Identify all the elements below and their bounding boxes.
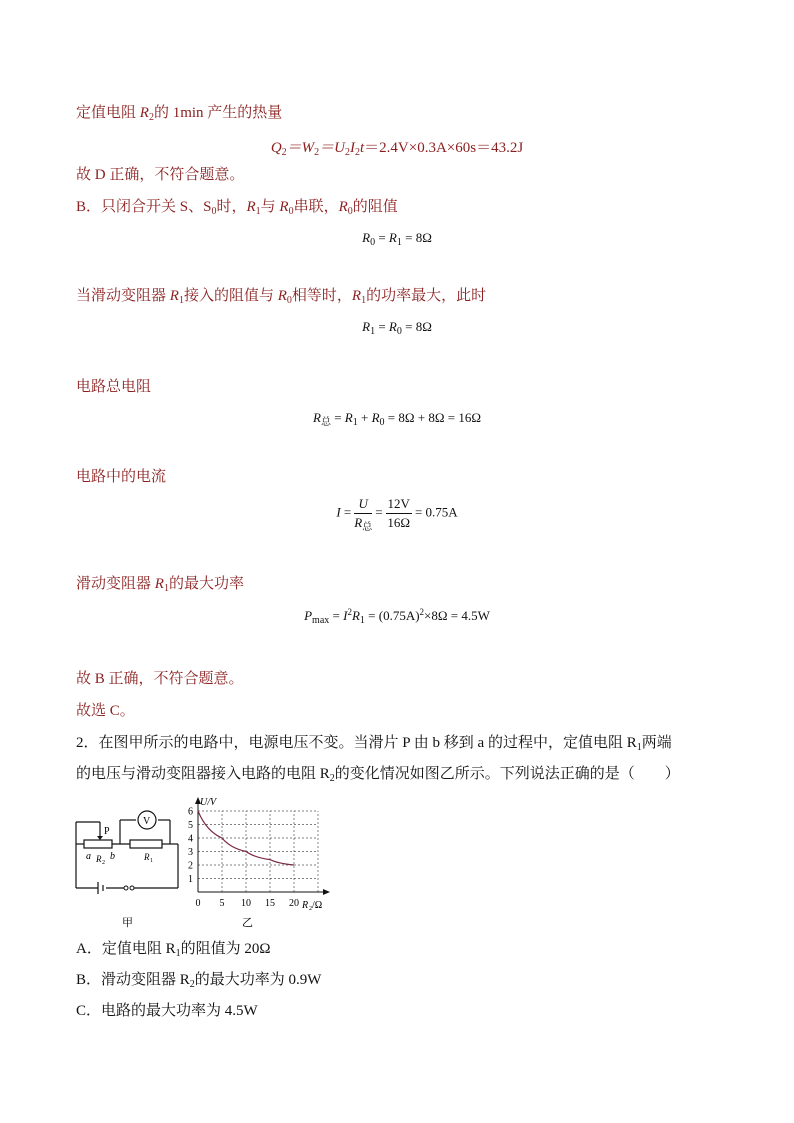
y-axis-label: U/V xyxy=(200,797,217,808)
circuit-caption: 甲 xyxy=(122,917,133,929)
r1-label: R xyxy=(144,852,150,862)
x-tick-label: 5 xyxy=(219,898,225,909)
r1-equation: $R_1 = R_0 = 8\Omega$ xyxy=(362,319,432,337)
x-tick-label: 15 xyxy=(265,898,275,909)
current-equation: I = $\frac{U}{R_总}$ = $\frac{12V}{16\Omega}$ = 0.75A xyxy=(336,496,458,533)
option-a[interactable]: A．定值电阻 $R_1$的阻值为 20Ω xyxy=(76,941,271,959)
final-answer: 故选 C。 xyxy=(76,703,135,719)
max-power-equation: $P_{max} = I^2R_1 = (0.75A)^2\times 8\Omega = 4.5W$ xyxy=(304,607,490,626)
conclusion-d: 故 D 正确，不符合题意。 xyxy=(76,167,245,183)
option-c[interactable]: C．电路的最大功率为 4.5W xyxy=(76,1003,258,1019)
x-tick-label: 20 xyxy=(289,898,299,909)
voltmeter-label: V xyxy=(143,816,151,827)
current-label: 电路中的电流 xyxy=(76,469,167,485)
total-resistance-equation: $R_总 = R_1 + R_0 = 8\Omega + 8\Omega = 16\Omega$ xyxy=(312,410,482,428)
x-axis-unit: /Ω xyxy=(312,900,323,911)
y-tick-label: 2 xyxy=(188,860,193,872)
r2-label: R xyxy=(96,854,102,864)
x-tick-label: 10 xyxy=(241,898,251,909)
r0-equation: $R_0 = R_1 = 8\Omega$ xyxy=(362,230,432,248)
max-power-label: 滑动变阻器 $R_1$的最大功率 xyxy=(76,576,244,594)
circuit-diagram xyxy=(70,798,188,930)
svg-text:1: 1 xyxy=(150,858,153,864)
question-2-line2: 的电压与滑动变阻器接入电路的电阻 $R_2$的变化情况如图乙所示。下列说法正确的是（ ） xyxy=(76,766,680,784)
case-b-text: B．只闭合开关 S、$S_0$时，$R_1$与 $R_0$串联，$R_0$的阻值 xyxy=(76,199,398,217)
max-power-condition: 当滑动变阻器 $R_1$接入的阻值与 $R_0$相等时，$R_1$的功率最大，此时 xyxy=(76,288,487,306)
y-tick-label: 1 xyxy=(188,874,193,885)
y-tick-label: 3 xyxy=(188,847,193,858)
heat-equation: $Q_2=W_2=U_2I_2t=2.4V\times 0.3A\times 60s=43.2J$ xyxy=(270,140,524,158)
voltage-resistance-graph xyxy=(184,794,334,930)
conclusion-b: 故 B 正确，不符合题意。 xyxy=(76,671,244,687)
x-axis-label: R xyxy=(302,900,309,911)
a-label: a xyxy=(86,851,91,862)
heat-text: 定值电阻 $R_2$的 1min 产生的热量 xyxy=(76,105,283,123)
question-2-line1: 2．在图甲所示的电路中，电源电压不变。当滑片 P 由 b 移到 a 的过程中，定值电阻 $R_1$两端 xyxy=(76,735,672,753)
graph-caption: 乙 xyxy=(242,917,253,929)
total-resistance-label: 电路总电阻 xyxy=(76,379,152,395)
b-label: b xyxy=(110,851,115,862)
slider-label: P xyxy=(104,826,110,837)
svg-text:2: 2 xyxy=(102,860,105,866)
y-tick-label: 6 xyxy=(188,806,193,818)
x-tick-label: 0 xyxy=(195,898,201,909)
y-tick-label: 4 xyxy=(188,833,193,845)
option-b[interactable]: B．滑动变阻器 $R_2$的最大功率为 0.9W xyxy=(76,972,322,990)
y-tick-label: 5 xyxy=(188,820,193,831)
svg-text:2: 2 xyxy=(309,906,312,912)
